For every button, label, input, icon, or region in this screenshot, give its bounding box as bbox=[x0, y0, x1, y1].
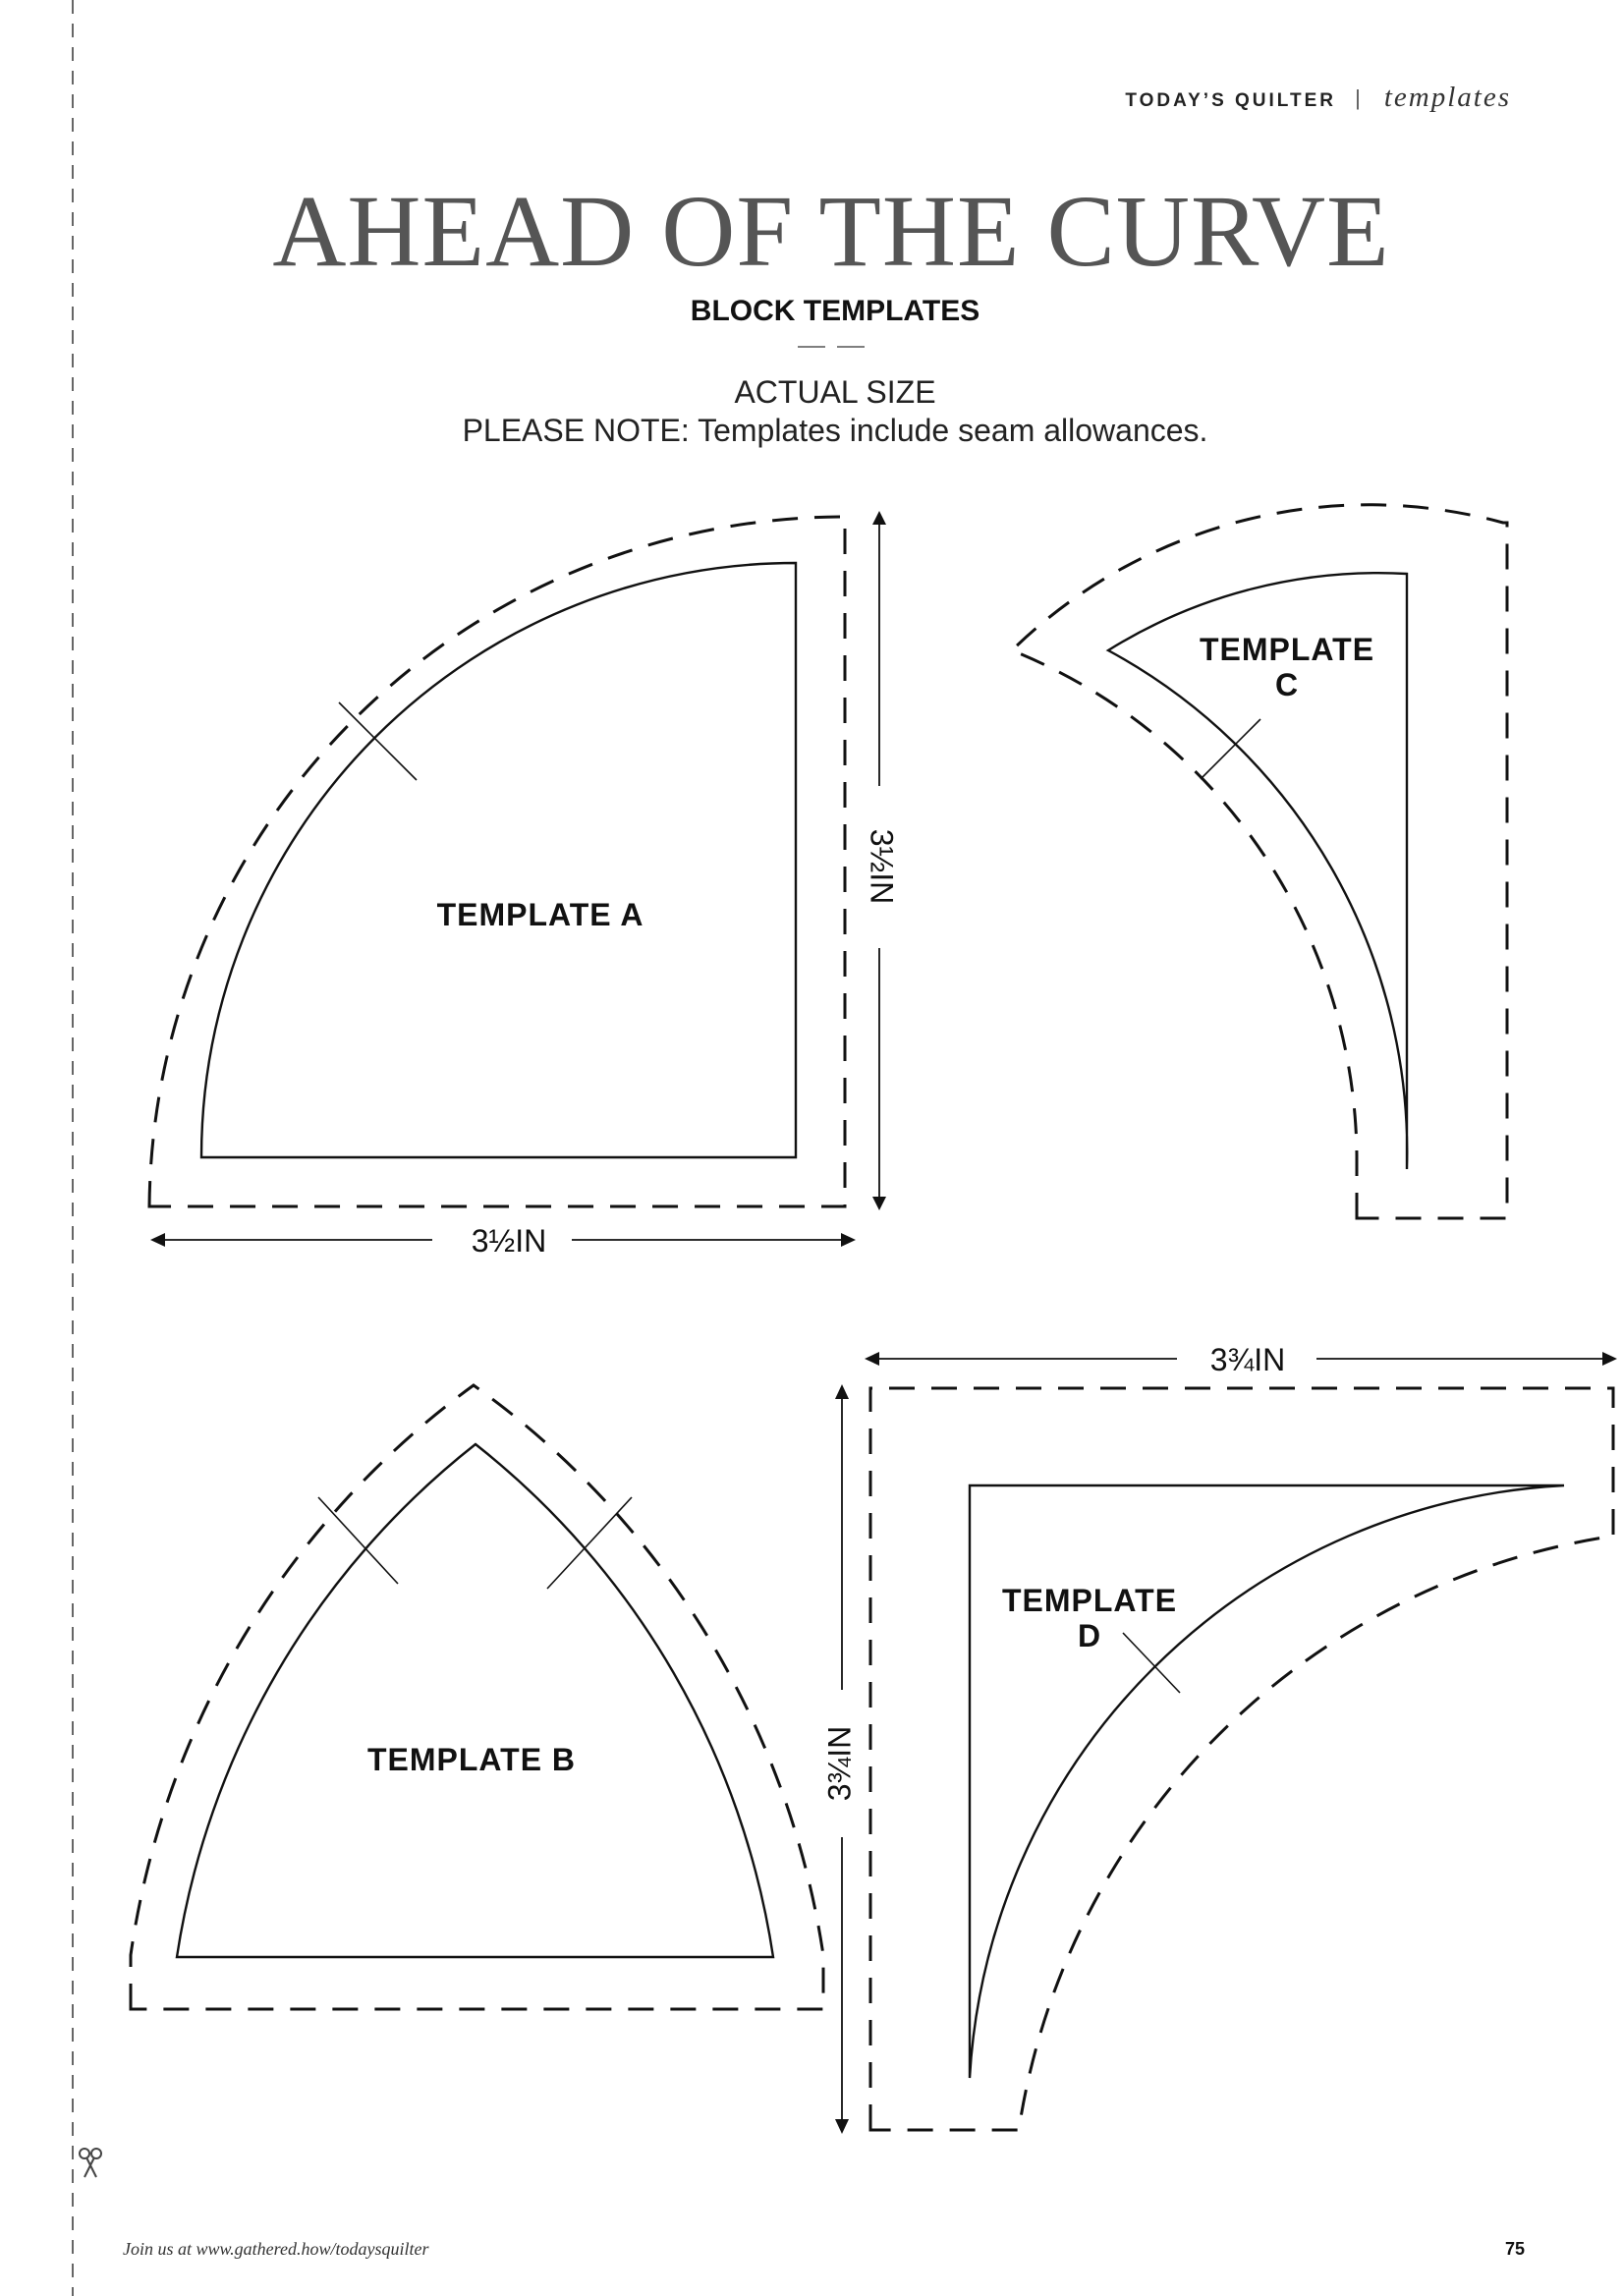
page-title: AHEAD OF THE CURVE bbox=[272, 175, 1390, 288]
template-b-label: TEMPLATE B bbox=[366, 1742, 577, 1777]
template-d-notch bbox=[1123, 1633, 1180, 1693]
template-b-notch-right bbox=[547, 1497, 632, 1589]
template-d-height-label: 3¾IN bbox=[821, 1725, 858, 1802]
template-d-label-line2: D bbox=[1077, 1618, 1102, 1653]
scissors-icon bbox=[80, 2149, 101, 2177]
section-name: templates bbox=[1383, 82, 1511, 113]
template-b-cut-line bbox=[177, 1444, 773, 1957]
page-number: 75 bbox=[1504, 2239, 1525, 2259]
seam-allowance-note: PLEASE NOTE: Templates include seam allowances. bbox=[462, 413, 1208, 448]
template-a-height-dimension bbox=[865, 511, 900, 1210]
template-b-notch-left bbox=[318, 1497, 398, 1584]
template-c bbox=[1012, 505, 1507, 1218]
template-a-seam-outline bbox=[149, 517, 845, 1206]
template-d-width-label: 3¾IN bbox=[1209, 1342, 1286, 1377]
template-b bbox=[131, 1385, 823, 2009]
brand-name: TODAY’S QUILTER bbox=[1125, 90, 1336, 111]
template-c-label-line1: TEMPLATE bbox=[1199, 632, 1375, 667]
template-c-label-line2: C bbox=[1274, 667, 1300, 702]
footer-url: Join us at www.gathered.how/todaysquilter bbox=[123, 2239, 429, 2259]
template-d bbox=[821, 1342, 1617, 2134]
header-separator: | bbox=[1355, 85, 1361, 110]
template-a-cut-line bbox=[201, 563, 796, 1157]
template-b-seam-outline bbox=[131, 1385, 823, 2009]
template-d-width-dimension bbox=[865, 1342, 1617, 1377]
template-a-label: TEMPLATE A bbox=[436, 897, 644, 932]
template-d-height-dimension bbox=[821, 1384, 857, 2134]
template-d-label-line1: TEMPLATE bbox=[1001, 1583, 1178, 1618]
actual-size-note: ACTUAL SIZE bbox=[734, 374, 936, 410]
template-a-height-label: 3½IN bbox=[864, 828, 900, 905]
template-c-notch bbox=[1201, 719, 1260, 779]
template-d-cut-line bbox=[970, 1485, 1564, 2078]
template-a-width-dimension bbox=[150, 1223, 856, 1259]
template-a-width-label: 3½IN bbox=[471, 1223, 547, 1259]
template-a-notch bbox=[339, 702, 417, 780]
page-subtitle: BLOCK TEMPLATES bbox=[690, 295, 980, 327]
template-a bbox=[149, 511, 900, 1259]
template-c-seam-outline bbox=[1012, 505, 1507, 1218]
template-d-seam-outline bbox=[870, 1388, 1613, 2130]
